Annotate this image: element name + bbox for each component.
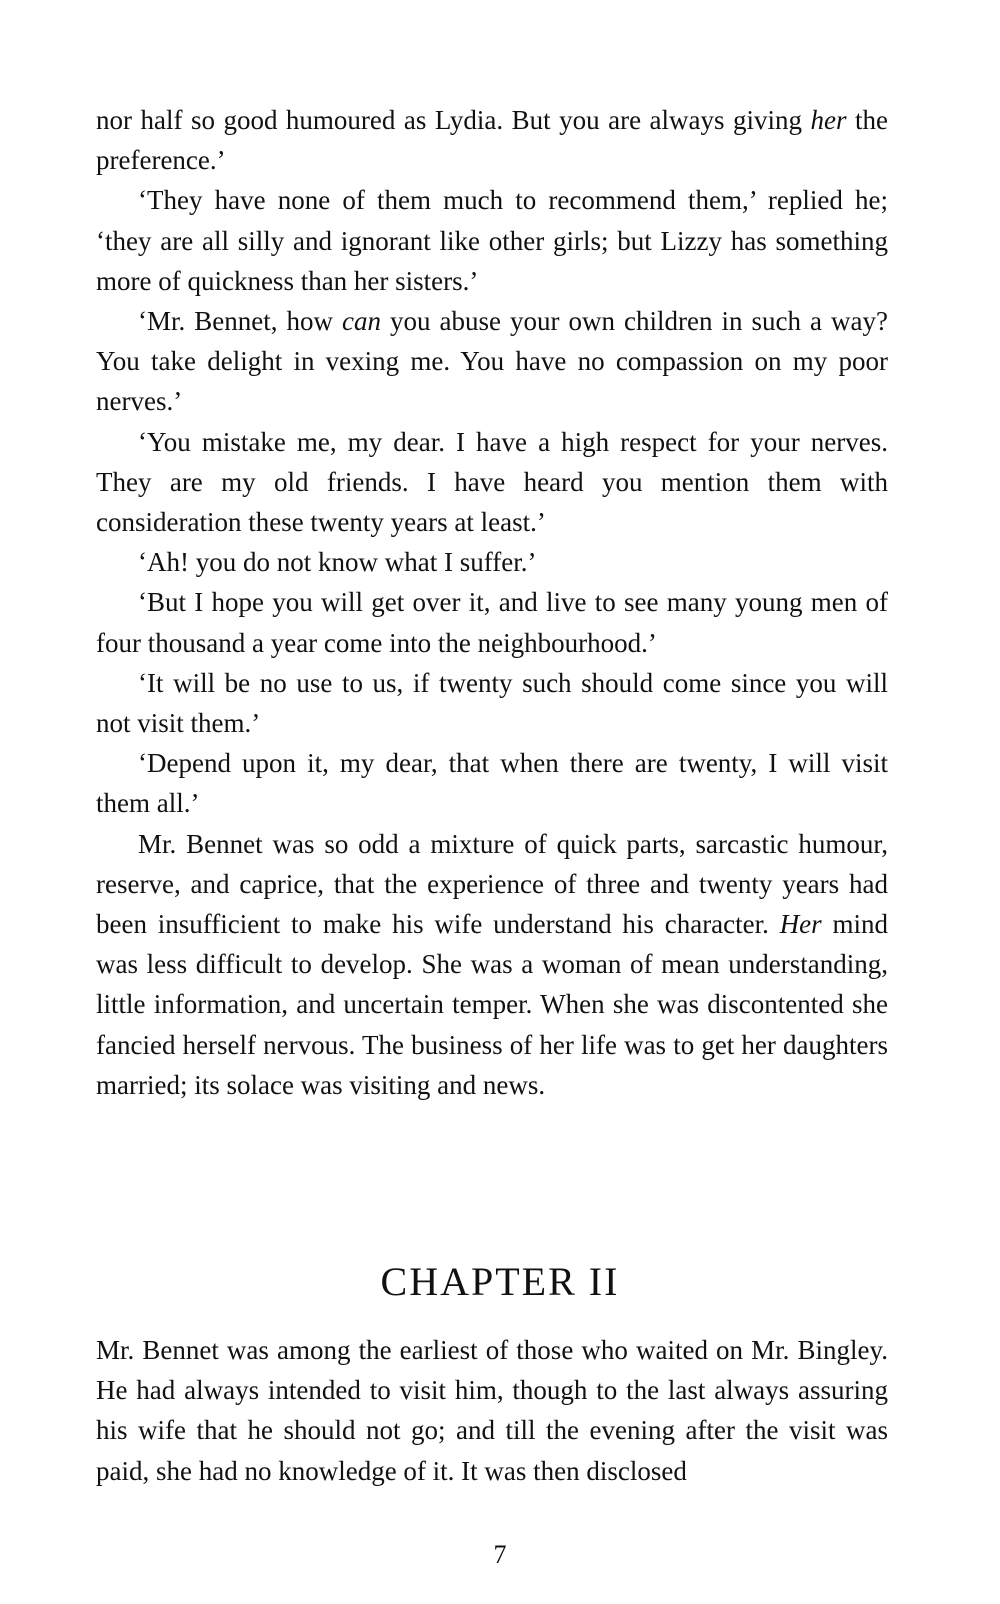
paragraph: ‘But I hope you will get over it, and live to see many young men of four thousand a year come into the neighbourhood.’ (96, 587, 888, 658)
paragraph: ‘Ah! you do not know what I suffer.’ (138, 547, 537, 578)
paragraph: ‘They have none of them much to recommend them,’ replied he; ‘they are all silly and ignorant like other girls; but Lizzy has something more of quickness than her sisters.’ (96, 185, 888, 296)
paragraph: nor half so good humoured as Lydia. But you are always giving her the preference.’ (96, 105, 888, 176)
chapter-heading: CHAPTER II (380, 1259, 620, 1304)
page-number: 7 (493, 1540, 507, 1569)
paragraph: Mr. Bennet was among the earliest of those who waited on Mr. Bingley. He had always intended to visit him, though to the last always assuring his wife that he should not go; and till the evening after the visit was paid, she had no knowledge of it. It was then disclosed (96, 1335, 888, 1486)
paragraph: ‘It will be no use to us, if twenty such should come since you will not visit them.’ (96, 667, 888, 739)
paragraph: Mr. Bennet was so odd a mixture of quick parts, sarcastic humour, reserve, and caprice, that the experience of three and twenty years had been insufficient to make his wife understand his character. Her mind was less difficult to develop. She was a woman of mean understanding, little information, and uncertain temper. When she was discontented she fancied herself nervous. The business of her life was to get her daughters married; its solace was visiting and news. (96, 828, 888, 1100)
text-block-chapter-2-start (96, 1330, 888, 1491)
paragraph: ‘Mr. Bennet, how can you abuse your own children in such a way? You take delight in vexing me. You have no compassion on my poor nerves.’ (96, 306, 888, 417)
text-block-chapter-1-end (96, 100, 888, 1105)
paragraph: ‘Depend upon it, my dear, that when there are twenty, I will visit them all.’ (96, 748, 888, 819)
paragraph: ‘You mistake me, my dear. I have a high respect for your nerves. They are my old friends. I have heard you mention them with consideration these twenty years at least.’ (96, 426, 888, 538)
